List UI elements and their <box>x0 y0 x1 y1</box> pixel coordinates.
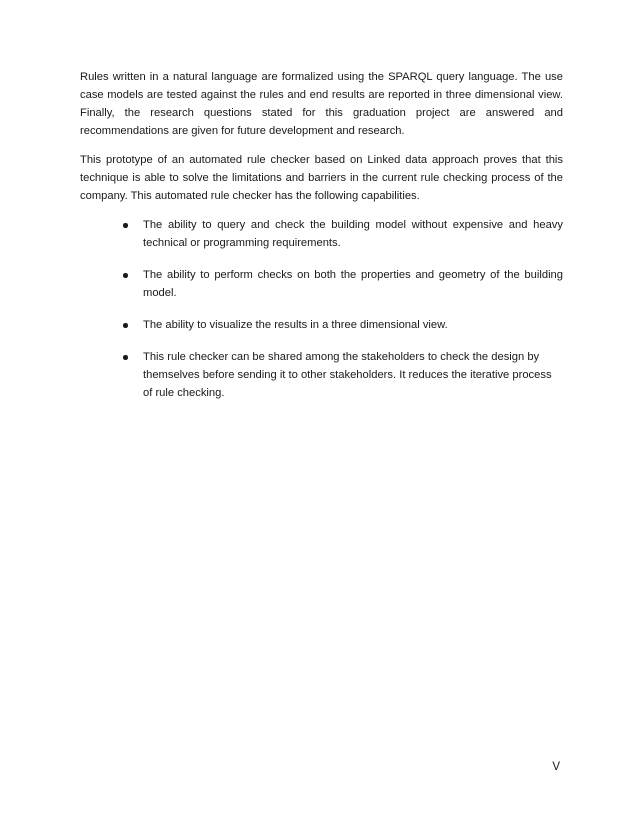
page-number: V <box>552 761 560 773</box>
bullet-icon <box>123 323 128 328</box>
bullet-icon <box>123 223 128 228</box>
page-body <box>80 68 563 416</box>
list-item <box>80 266 563 302</box>
capabilities-list <box>80 216 563 402</box>
bullet-icon <box>123 355 128 360</box>
paragraph-summary: Rules written in a natural language are formalized using the SPARQL query language. The use case models are tested against the rules and end results are reported in three dimensional view. Finally, the research questions stated for this graduation project are answered and recommendations are given for future development and research. <box>80 71 563 137</box>
list-item <box>80 348 563 402</box>
list-item <box>80 216 563 252</box>
paragraph-prototype: This prototype of an automated rule checker based on Linked data approach proves that this technique is able to solve the limitations and barriers in the current rule checking process of the company. This automated rule checker has the following capabilities. <box>80 154 563 202</box>
bullet-icon <box>123 273 128 278</box>
list-item-text: This rule checker can be shared among the stakeholders to check the design by themselves before sending it to other stakeholders. It reduces the iterative process of rule checking. <box>143 351 552 399</box>
list-item-text: The ability to query and check the building model without expensive and heavy technical or programming requirements. <box>143 219 563 249</box>
list-item <box>80 316 563 334</box>
list-item-text: The ability to visualize the results in a three dimensional view. <box>143 319 448 331</box>
list-item-text: The ability to perform checks on both the properties and geometry of the building model. <box>143 269 563 299</box>
